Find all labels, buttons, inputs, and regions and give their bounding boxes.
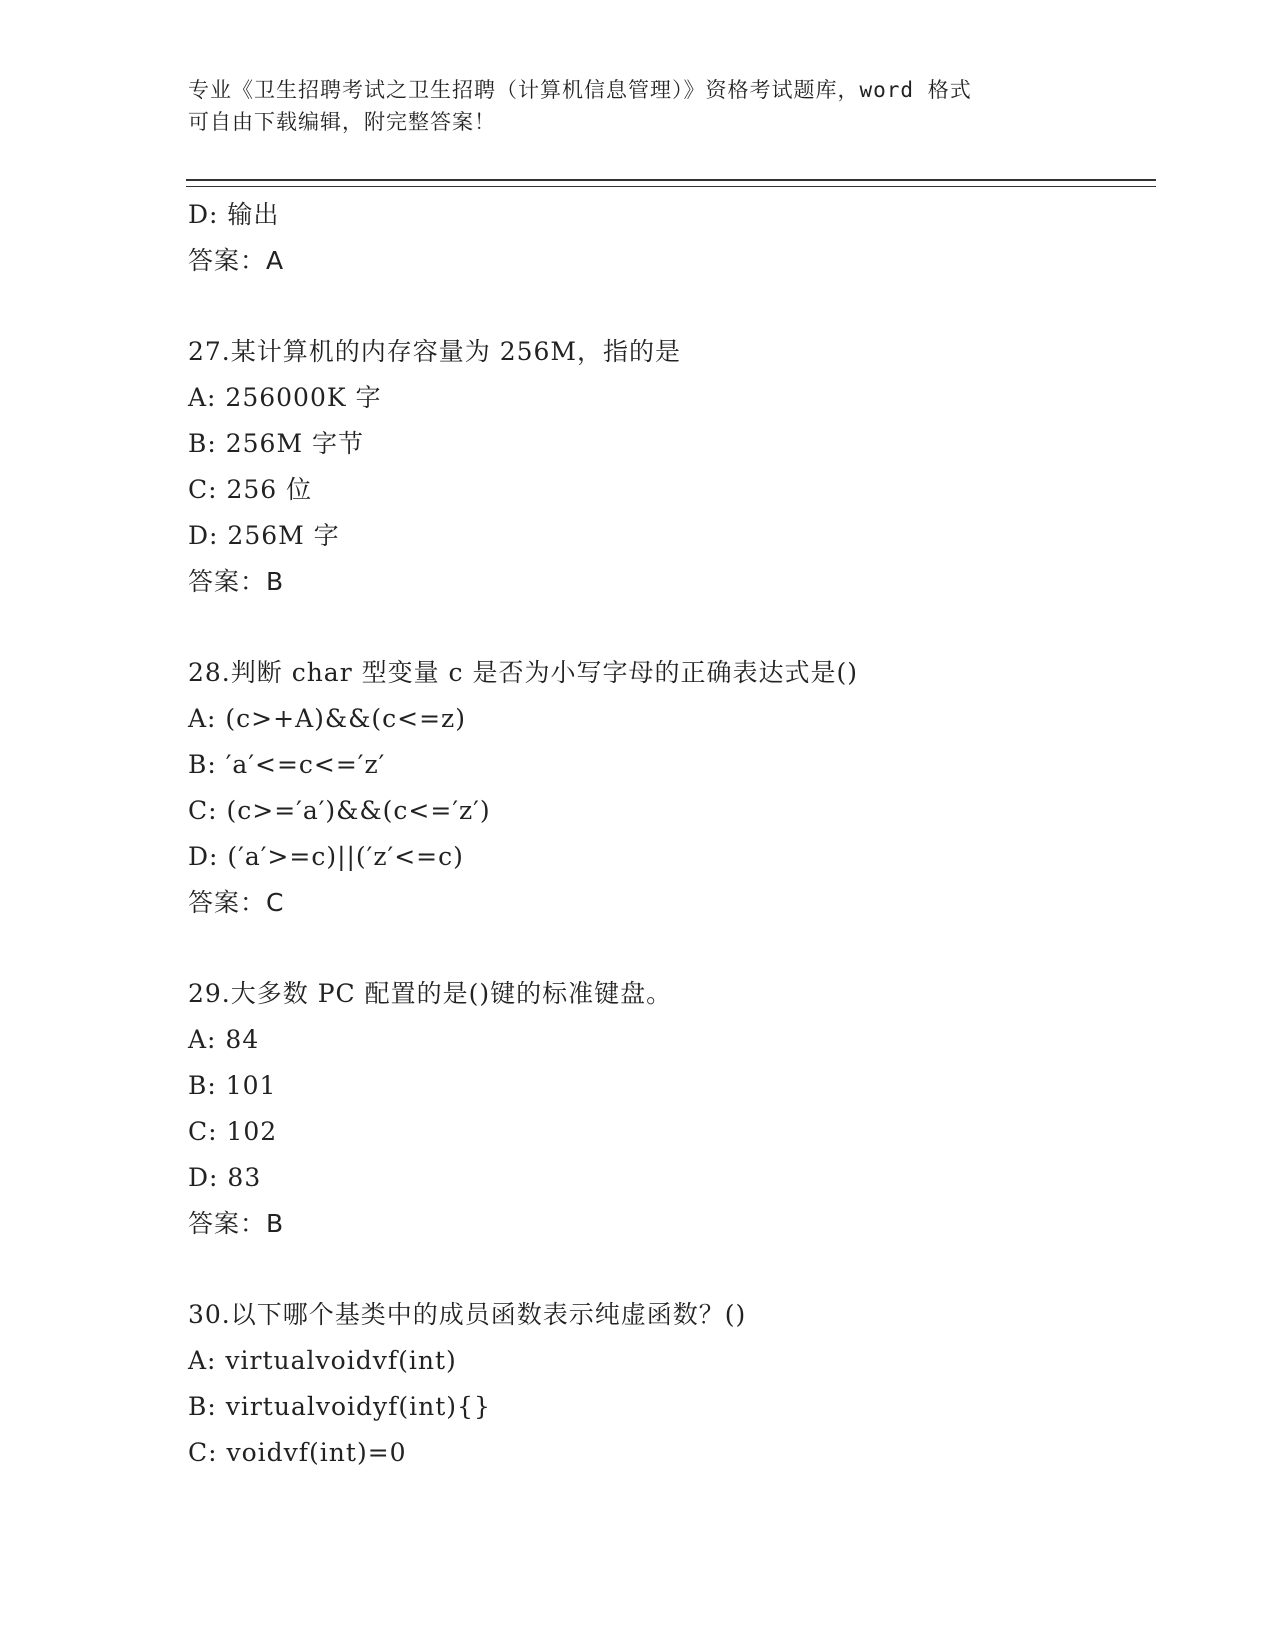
option-b: B: virtualvoidyf(int){} [188,1392,491,1421]
question-30 [188,1292,1148,1476]
answer: 答案：C [188,888,285,917]
option-c: C: 102 [188,1117,278,1146]
option-d: D: 输出 [188,200,280,229]
answer: 答案：B [188,567,285,596]
option-a: A: 84 [188,1025,260,1054]
header-divider [186,179,1156,187]
header-line-1: 专业《卫生招聘考试之卫生招聘（计算机信息管理）》资格考试题库，word 格式 [188,78,972,102]
option-c: C: (c>=′a′)&&(c<=′z′) [188,796,491,825]
option-a: A: (c>+A)&&(c<=z) [188,704,466,733]
header-line-2: 可自由下载编辑，附完整答案！ [188,110,496,134]
answer: 答案：A [188,246,285,275]
option-b: B: 256M 字节 [188,429,365,458]
question-stem: 27.某计算机的内存容量为 256M，指的是 [188,337,682,366]
option-a: A: virtualvoidvf(int) [188,1346,457,1375]
option-d: D: 83 [188,1163,262,1192]
question-26-tail [188,192,1148,284]
question-stem: 30.以下哪个基类中的成员函数表示纯虚函数？() [188,1300,747,1329]
document-header [188,74,1068,138]
option-b: B: 101 [188,1071,277,1100]
option-a: A: 256000K 字 [188,383,382,412]
question-stem: 28.判断 char 型变量 c 是否为小写字母的正确表达式是() [188,658,859,687]
option-d: D: 256M 字 [188,521,340,550]
option-c: C: 256 位 [188,475,313,504]
option-b: B: ′a′<=c<=′z′ [188,750,386,779]
question-stem: 29.大多数 PC 配置的是()键的标准键盘。 [188,979,673,1008]
answer: 答案：B [188,1209,285,1238]
question-28 [188,650,1148,926]
option-d: D: (′a′>=c)||(′z′<=c) [188,842,464,871]
question-list [188,192,1148,1476]
option-c: C: voidvf(int)=0 [188,1438,407,1467]
question-27 [188,329,1148,605]
question-29 [188,971,1148,1247]
